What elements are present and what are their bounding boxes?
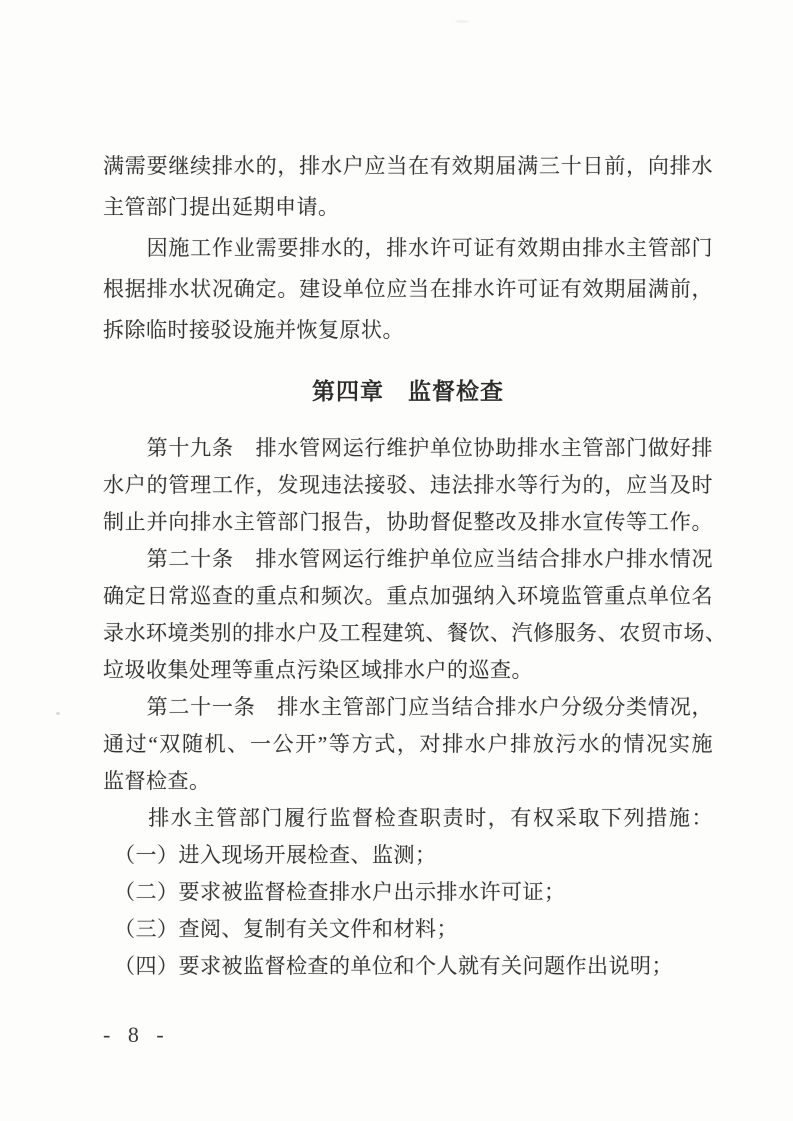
text-line: （三）查阅、复制有关文件和材料； [103, 917, 458, 941]
scan-speck-artifact [56, 712, 60, 715]
paragraph [103, 146, 713, 228]
section-after-heading [103, 430, 727, 985]
text-line: 排水主管部门履行监督检查职责时，有权采取下列措施： [103, 806, 713, 830]
text-line: （一）进入现场开展检查、监测； [103, 843, 437, 867]
chapter-heading: 第四章 监督检查 [312, 379, 504, 404]
text-line: 垃圾收集处理等重点污染区域排水户的巡查。 [103, 658, 533, 682]
text-line: 主管部门提出延期申请。 [103, 195, 340, 219]
document-body [103, 146, 727, 985]
text-line: 确定日常巡查的重点和频次。重点加强纳入环境监管重点单位名 [103, 584, 713, 608]
paragraph-article-20 [103, 541, 727, 689]
text-line: 第二十一条 排水主管部门应当结合排水户分级分类情况， [103, 695, 713, 719]
text-line: 第十九条 排水管网运行维护单位协助排水主管部门做好排 [103, 436, 713, 460]
list-item-3 [103, 911, 713, 948]
text-line: （四）要求被监督检查的单位和个人就有关问题作出说明； [103, 954, 673, 978]
text-line: 水户的管理工作，发现违法接驳、违法排水等行为的，应当及时 [103, 473, 713, 497]
text-line: 录水环境类别的排水户及工程建筑、餐饮、汽修服务、农贸市场、 [103, 621, 727, 645]
paragraph-article-19 [103, 430, 713, 541]
paragraph-article-21 [103, 689, 713, 800]
scan-smudge-artifact [455, 20, 469, 23]
paragraph-measures-intro [103, 800, 713, 837]
text-line: （二）要求被监督检查排水户出示排水许可证； [103, 880, 566, 904]
section-before-heading [103, 146, 713, 351]
list-item-2 [103, 874, 713, 911]
page-number: - 8 - [103, 1022, 170, 1047]
text-line: 第二十条 排水管网运行维护单位应当结合排水户排水情况 [103, 547, 713, 571]
text-line: 监督检查。 [103, 769, 211, 793]
text-line: 拆除临时接驳设施并恢复原状。 [103, 318, 404, 342]
list-item-1 [103, 837, 713, 874]
text-line: 满需要继续排水的，排水户应当在有效期届满三十日前，向排水 [103, 154, 713, 178]
text-line: 根据排水状况确定。建设单位应当在排水许可证有效期届满前， [103, 277, 713, 301]
text-line: 通过“双随机、一公开”等方式，对排水户排放污水的情况实施 [103, 732, 713, 756]
paragraph [103, 228, 713, 351]
text-line: 制止并向排水主管部门报告，协助督促整改及排水宣传等工作。 [103, 510, 713, 534]
text-line: 因施工作业需要排水的，排水许可证有效期由排水主管部门 [103, 236, 713, 260]
list-item-4 [103, 948, 713, 985]
